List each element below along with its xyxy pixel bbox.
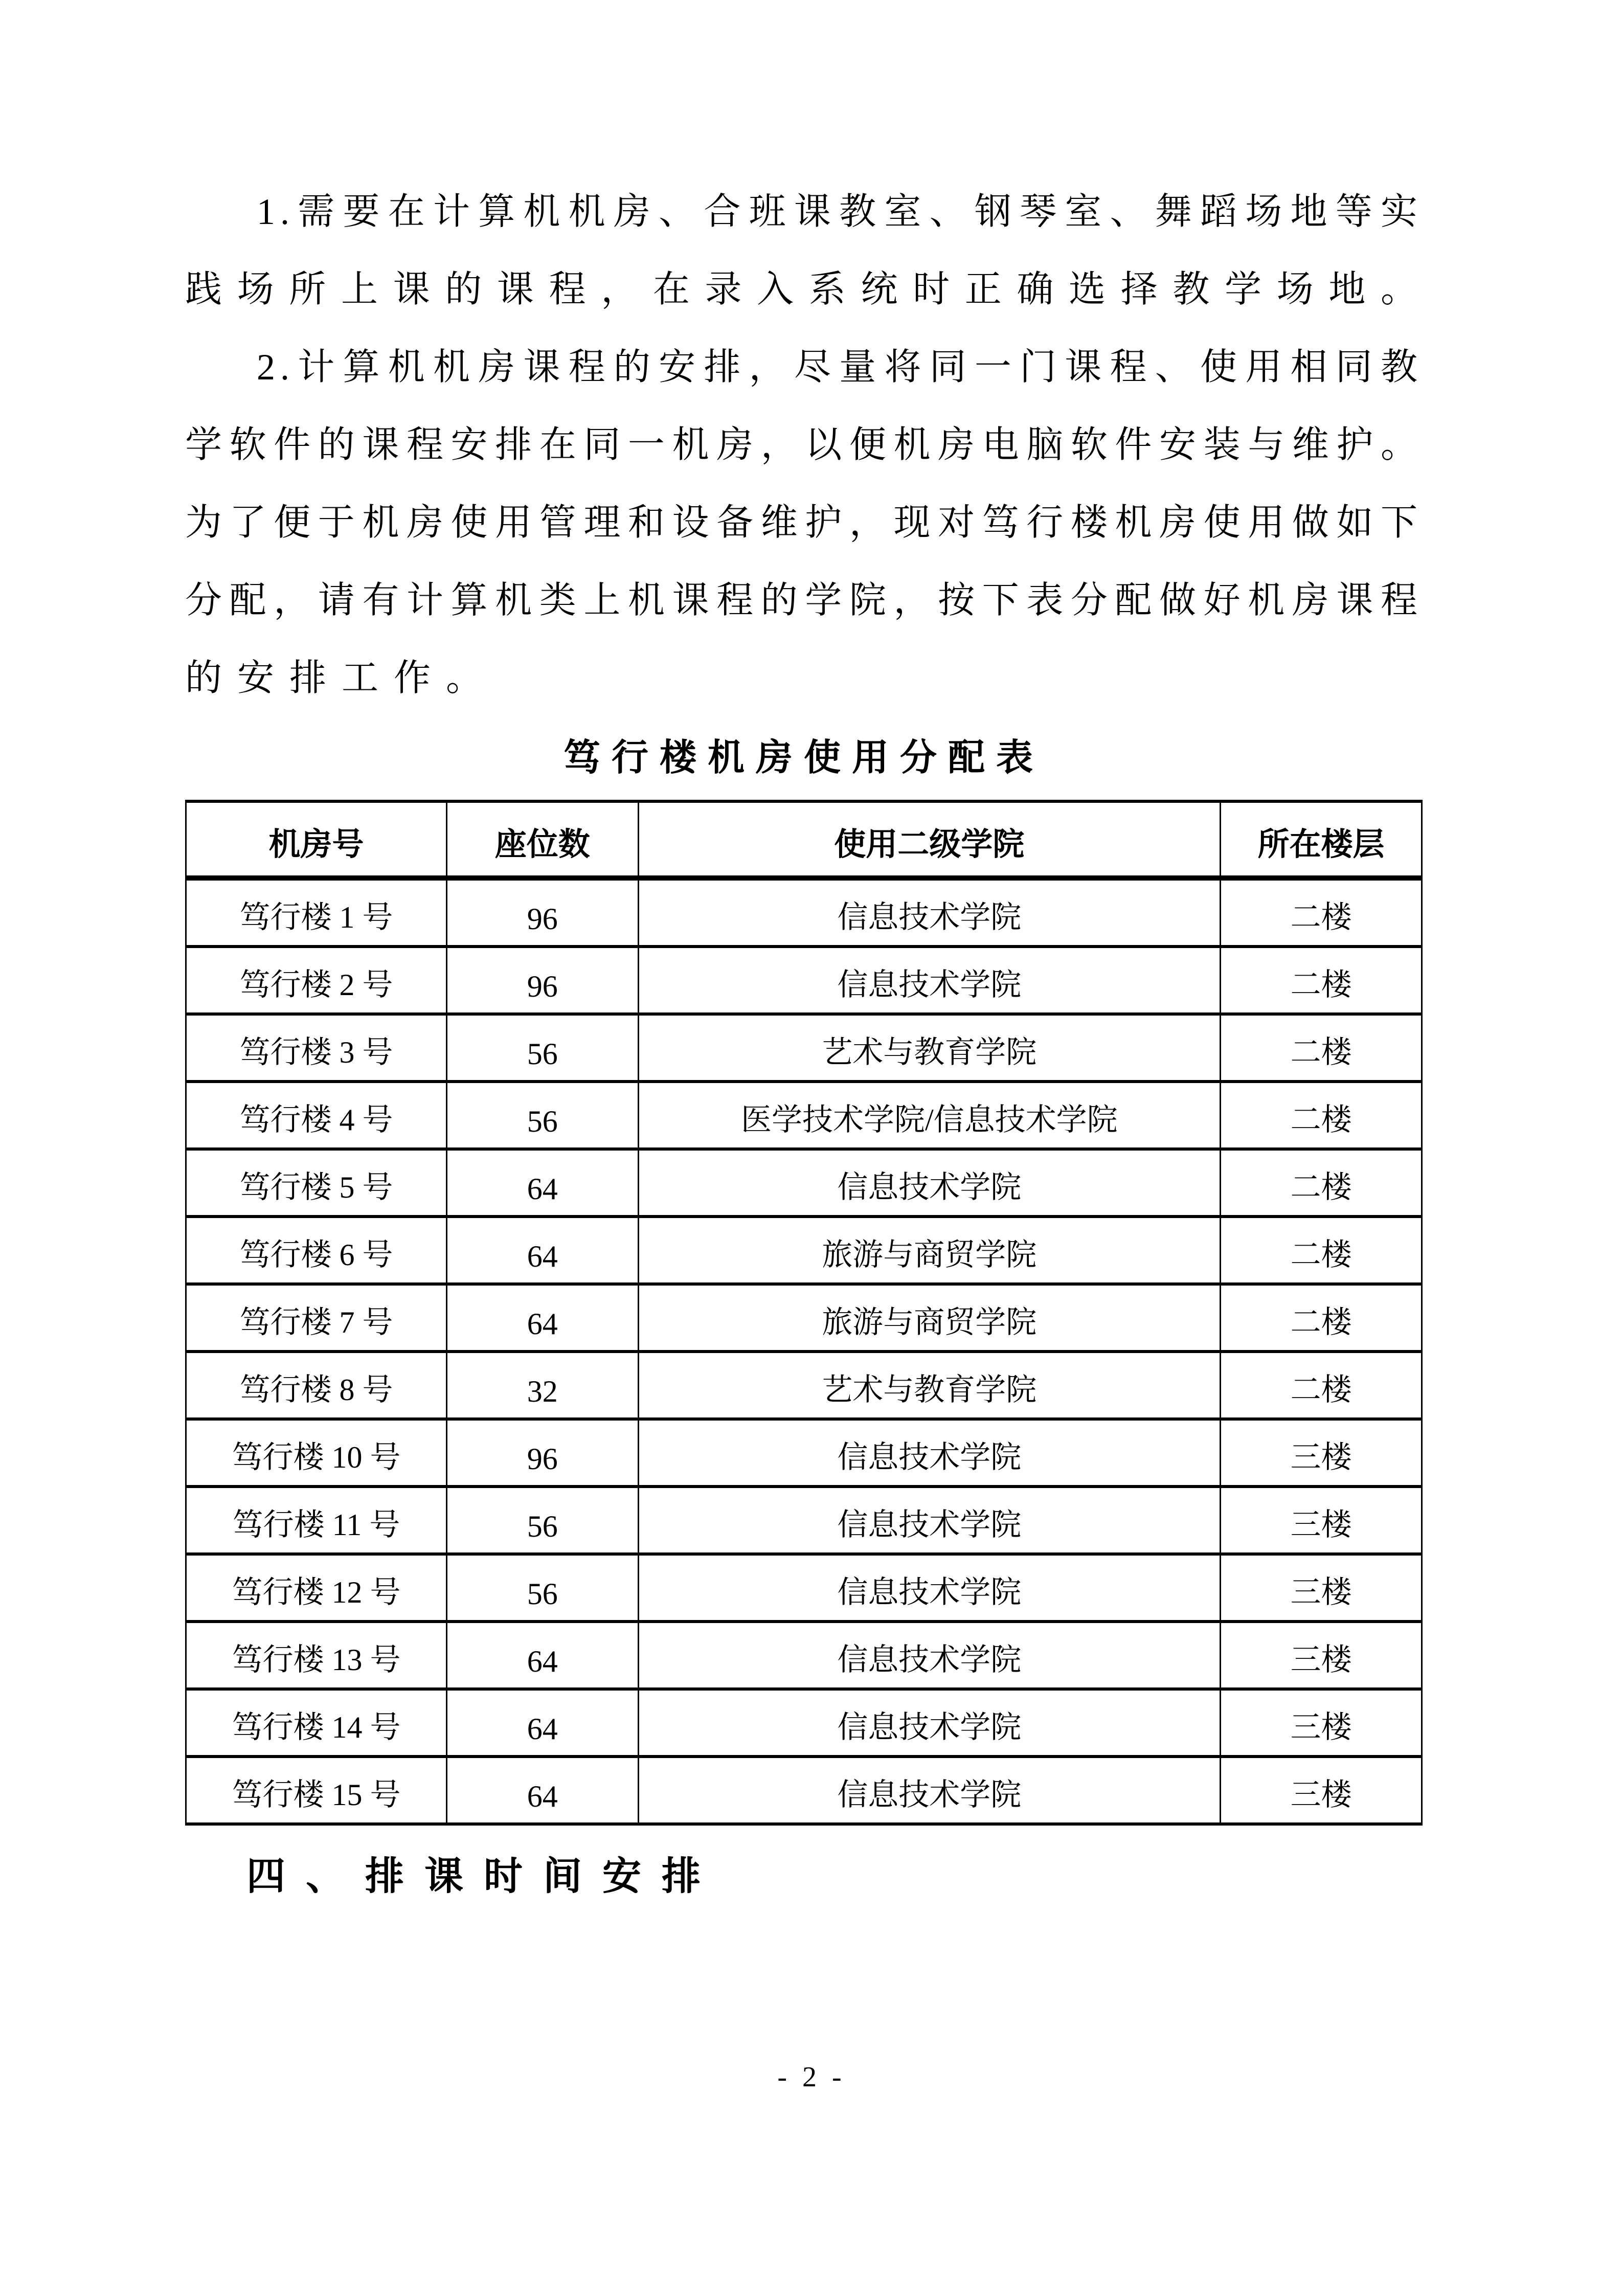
table-row <box>186 1757 1422 1824</box>
table-cell: 笃行楼 1 号 <box>186 878 447 947</box>
table-header-row <box>186 801 1422 878</box>
table-cell: 64 <box>446 1284 638 1352</box>
table-header-cell-seats: 座位数 <box>446 801 638 878</box>
table-cell: 笃行楼 2 号 <box>186 947 447 1014</box>
table-cell: 医学技术学院/信息技术学院 <box>638 1082 1220 1149</box>
table-cell: 64 <box>446 1622 638 1689</box>
paragraph-line: 学软件的课程安排在同一机房，以便机房电脑软件安装与维护。 <box>185 424 1423 465</box>
table-cell: 96 <box>446 1419 638 1487</box>
table-cell: 56 <box>446 1082 638 1149</box>
table-row <box>186 1014 1422 1082</box>
table-cell: 三楼 <box>1221 1622 1422 1689</box>
table-cell: 二楼 <box>1221 1014 1422 1082</box>
table-cell: 信息技术学院 <box>638 1689 1220 1757</box>
table-row <box>186 1622 1422 1689</box>
table-cell: 96 <box>446 947 638 1014</box>
table-header-cell-school: 使用二级学院 <box>638 801 1220 878</box>
table-cell: 二楼 <box>1221 1149 1422 1217</box>
table-cell: 二楼 <box>1221 1082 1422 1149</box>
table-cell: 笃行楼 10 号 <box>186 1419 447 1487</box>
table-cell: 笃行楼 3 号 <box>186 1014 447 1082</box>
table-cell: 笃行楼 13 号 <box>186 1622 447 1689</box>
paragraph-line: 分配，请有计算机类上机课程的学院，按下表分配做好机房课程 <box>185 580 1423 621</box>
table-cell: 旅游与商贸学院 <box>638 1284 1220 1352</box>
page-number: - 2 - <box>777 2061 846 2093</box>
paragraph-line: 1.需要在计算机机房、合班课教室、钢琴室、舞蹈场地等实 <box>257 191 1423 232</box>
table-row <box>186 1149 1422 1217</box>
table-cell: 信息技术学院 <box>638 947 1220 1014</box>
table-cell: 64 <box>446 1217 638 1284</box>
table-row <box>186 878 1422 947</box>
document-body <box>185 173 1423 1915</box>
table-cell: 三楼 <box>1221 1487 1422 1554</box>
section-heading: 四、排课时间安排 <box>246 1855 721 1898</box>
table-cell: 笃行楼 5 号 <box>186 1149 447 1217</box>
table-cell: 信息技术学院 <box>638 1149 1220 1217</box>
table-cell: 信息技术学院 <box>638 1757 1220 1824</box>
table-cell: 笃行楼 7 号 <box>186 1284 447 1352</box>
table-cell: 艺术与教育学院 <box>638 1352 1220 1419</box>
table-row <box>186 1554 1422 1622</box>
table-row <box>186 1082 1422 1149</box>
table-header-cell-room: 机房号 <box>186 801 447 878</box>
table-cell: 二楼 <box>1221 1352 1422 1419</box>
table-row <box>186 1689 1422 1757</box>
table-cell: 笃行楼 14 号 <box>186 1689 447 1757</box>
table-cell: 56 <box>446 1554 638 1622</box>
table-title: 笃行楼机房使用分配表 <box>563 737 1044 778</box>
table-cell: 笃行楼 4 号 <box>186 1082 447 1149</box>
table-cell: 笃行楼 6 号 <box>186 1217 447 1284</box>
table-row <box>186 947 1422 1014</box>
table-cell: 笃行楼 8 号 <box>186 1352 447 1419</box>
table-cell: 64 <box>446 1757 638 1824</box>
table-row <box>186 1352 1422 1419</box>
room-allocation-table <box>185 800 1423 1826</box>
table-cell: 笃行楼 15 号 <box>186 1757 447 1824</box>
table-cell: 64 <box>446 1689 638 1757</box>
table-cell: 56 <box>446 1487 638 1554</box>
table-cell: 三楼 <box>1221 1757 1422 1824</box>
table-cell: 信息技术学院 <box>638 1487 1220 1554</box>
paragraph-line: 为了便于机房使用管理和设备维护，现对笃行楼机房使用做如下 <box>185 502 1423 543</box>
table-row <box>186 1487 1422 1554</box>
table-cell: 旅游与商贸学院 <box>638 1217 1220 1284</box>
table-cell: 56 <box>446 1014 638 1082</box>
table-cell: 信息技术学院 <box>638 1554 1220 1622</box>
table-cell: 信息技术学院 <box>638 1622 1220 1689</box>
table-cell: 信息技术学院 <box>638 878 1220 947</box>
table-cell: 三楼 <box>1221 1419 1422 1487</box>
table-header-cell-floor: 所在楼层 <box>1221 801 1422 878</box>
table-cell: 信息技术学院 <box>638 1419 1220 1487</box>
table-row <box>186 1284 1422 1352</box>
table-cell: 三楼 <box>1221 1689 1422 1757</box>
table-cell: 64 <box>446 1149 638 1217</box>
table-cell: 二楼 <box>1221 947 1422 1014</box>
table-row <box>186 1419 1422 1487</box>
table-cell: 笃行楼 11 号 <box>186 1487 447 1554</box>
table-cell: 笃行楼 12 号 <box>186 1554 447 1622</box>
table-cell: 96 <box>446 878 638 947</box>
paragraph-line: 2.计算机机房课程的安排，尽量将同一门课程、使用相同教 <box>257 347 1423 388</box>
table-cell: 三楼 <box>1221 1554 1422 1622</box>
table-body <box>186 878 1422 1824</box>
table-cell: 二楼 <box>1221 1217 1422 1284</box>
table-row <box>186 1217 1422 1284</box>
table-cell: 32 <box>446 1352 638 1419</box>
table-cell: 二楼 <box>1221 1284 1422 1352</box>
paragraph-line: 的安排工作。 <box>185 658 499 699</box>
table-cell: 艺术与教育学院 <box>638 1014 1220 1082</box>
paragraph-line: 践场所上课的课程，在录入系统时正确选择教学场地。 <box>185 269 1423 310</box>
table-cell: 二楼 <box>1221 878 1422 947</box>
